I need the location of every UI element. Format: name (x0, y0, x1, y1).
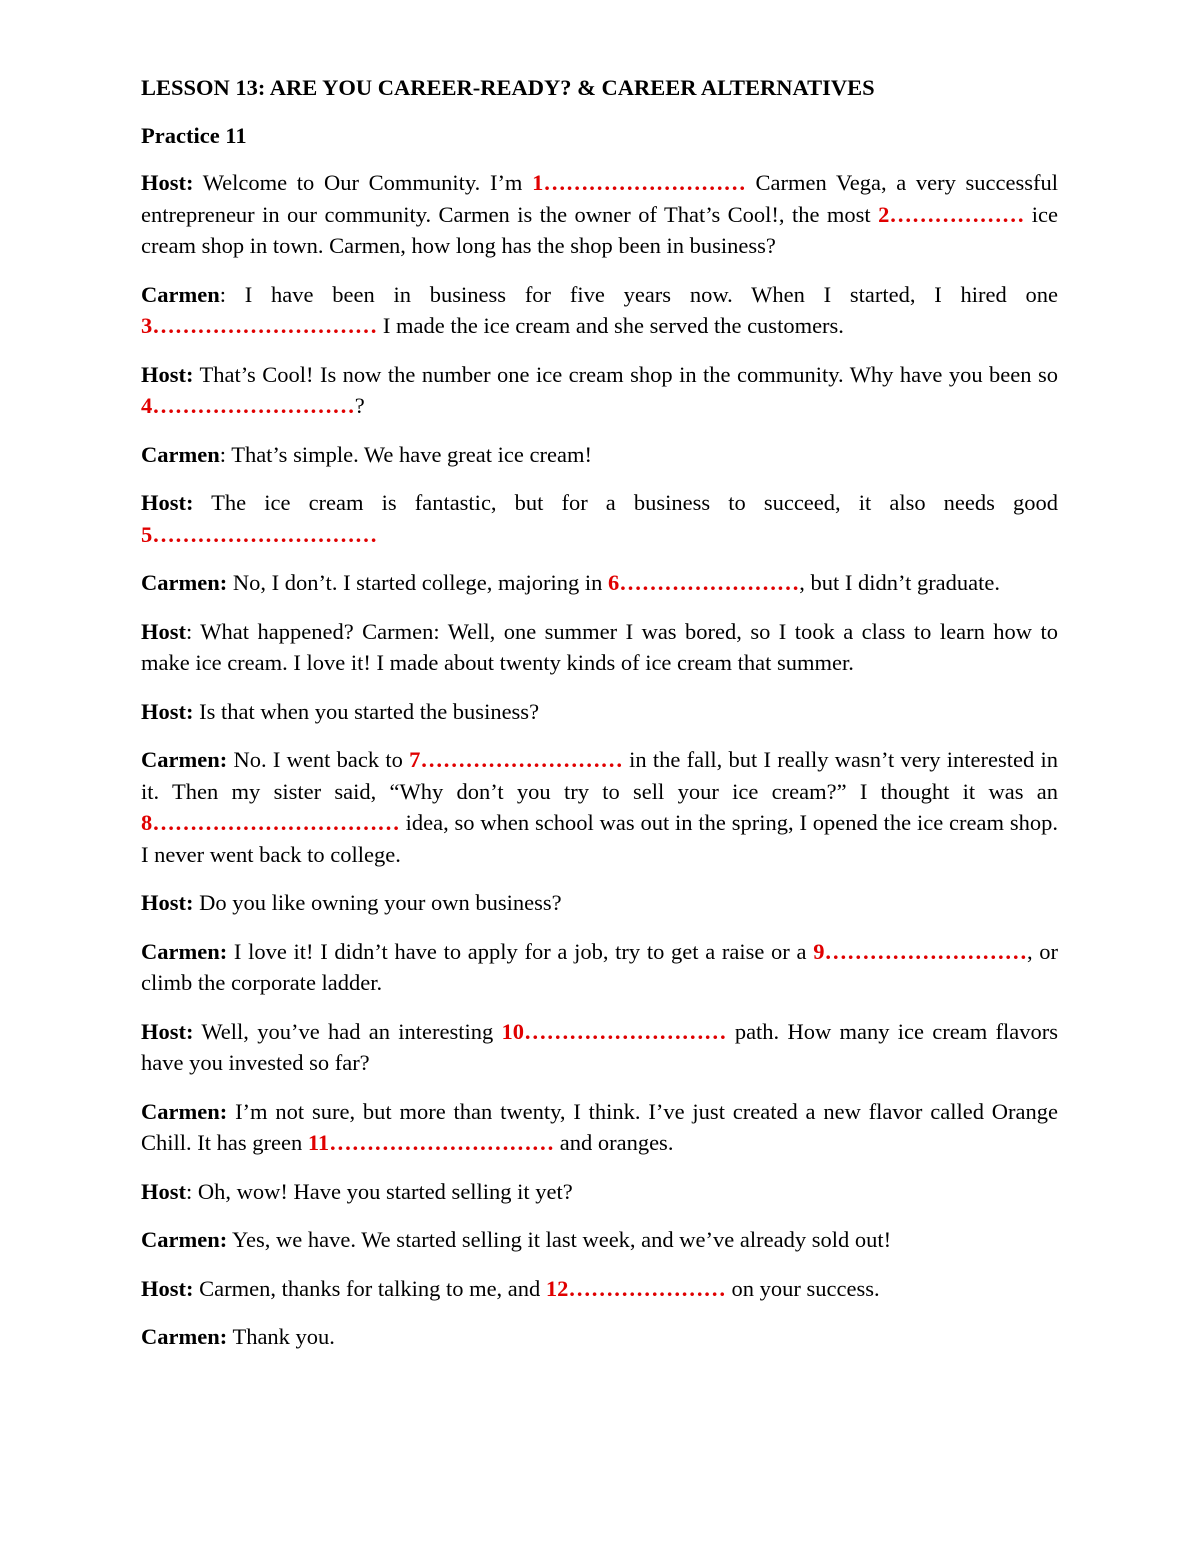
dialogue-paragraph (141, 616, 1058, 679)
speaker-label: Host: (141, 361, 194, 387)
dialogue-text: I love it! I didn’t have to apply for a job, try to get a raise or a (227, 938, 814, 964)
dialogue-text: path. How many ice cream flavors have you invested so far? (141, 1018, 1058, 1075)
speaker-label: Carmen: (141, 1098, 228, 1124)
answer-blank: 9……………………… (813, 938, 1027, 964)
answer-blank: 5………………………… (141, 521, 378, 547)
answer-blank: 8…………………………… (141, 810, 400, 835)
dialogue-paragraph (141, 279, 1058, 342)
speaker-label: Host (141, 618, 186, 644)
speaker-label: Carmen (141, 441, 220, 467)
dialogue-text: Do you like owning your own business? (193, 890, 562, 915)
speaker-label: Carmen: (141, 1324, 228, 1349)
speaker-label: Host: (141, 490, 194, 515)
answer-blank: 4……………………… (141, 393, 355, 418)
dialogue-text: ice cream shop in town. Carmen, how long has the shop been in business? (141, 201, 1058, 258)
dialogue-paragraph (141, 744, 1058, 870)
lesson-title: LESSON 13: ARE YOU CAREER-READY? & CAREER ALTERNATIVES (141, 75, 875, 100)
dialogue-text: Carmen Vega, a very successful entrepreneur in our community. Carmen is the owner of That’s Cool!, the most (141, 170, 1058, 227)
dialogue-paragraph (141, 1273, 1058, 1305)
speaker-label: Carmen: (141, 938, 228, 964)
dialogue-text: No, I don’t. I started college, majoring in (227, 570, 608, 595)
dialogue-text: : I have been in business for five years now. When I started, I hired one (219, 281, 1058, 307)
dialogue-text: in the fall, but I really wasn’t very interested in it. Then my sister said, “Why don’t you try to sell your ice cream?” I thought it was an (141, 747, 1058, 804)
speaker-label: Host: (141, 1275, 194, 1301)
dialogue-text: I’m not sure, but more than twenty, I think. I’ve just created a new flavor called Orange Chill. It has green (141, 1098, 1058, 1155)
dialogue-text: , but I didn’t graduate. (799, 570, 1001, 595)
dialogue-text: Is that when you started the business? (193, 698, 540, 724)
dialogue-paragraph (141, 359, 1058, 422)
dialogue (141, 167, 1058, 1353)
dialogue-paragraph (141, 1321, 1058, 1353)
dialogue-text: on your success. (725, 1275, 880, 1301)
dialogue-paragraph (141, 887, 1058, 919)
dialogue-text: I made the ice cream and she served the customers. (377, 313, 844, 338)
dialogue-text: No. I went back to (227, 747, 410, 772)
dialogue-text: idea, so when school was out in the spring, I opened the ice cream shop. I never went back to college. (141, 810, 1058, 867)
speaker-label: Host: (141, 698, 194, 724)
document-body (141, 72, 1058, 1353)
speaker-label: Host: (141, 1018, 194, 1044)
dialogue-text: That’s Cool! Is now the number one ice cream shop in the community. Why have you been so (193, 361, 1058, 387)
dialogue-text: Carmen, thanks for talking to me, and (193, 1275, 546, 1301)
answer-blank: 1……………………… (532, 170, 746, 195)
speaker-label: Host (141, 1178, 186, 1204)
dialogue-paragraph (141, 1016, 1058, 1079)
dialogue-text: : Oh, wow! Have you started selling it yet? (186, 1178, 573, 1204)
speaker-label: Carmen (141, 281, 220, 307)
answer-blank: 2……………… (878, 201, 1025, 227)
dialogue-text: , or climb the corporate ladder. (141, 938, 1058, 995)
answer-blank: 10……………………… (501, 1018, 727, 1044)
dialogue-paragraph (141, 167, 1058, 262)
dialogue-paragraph (141, 1224, 1058, 1256)
speaker-label: Host: (141, 890, 194, 915)
speaker-label: Carmen: (141, 1227, 228, 1252)
dialogue-text: Welcome to Our Community. I’m (193, 170, 533, 195)
practice-heading: Practice 11 (141, 123, 247, 148)
dialogue-paragraph (141, 487, 1058, 550)
answer-blank: 3………………………… (141, 313, 378, 338)
answer-blank: 6…………………… (607, 570, 800, 595)
dialogue-text: and oranges. (554, 1130, 674, 1155)
answer-blank: 12………………… (545, 1275, 726, 1301)
answer-blank: 11………………………… (307, 1130, 555, 1155)
dialogue-text: : That’s simple. We have great ice cream! (219, 441, 592, 467)
dialogue-paragraph (141, 1096, 1058, 1159)
answer-blank: 7……………………… (409, 747, 623, 772)
dialogue-text: Yes, we have. We started selling it last week, and we’ve already sold out! (227, 1227, 892, 1252)
speaker-label: Carmen: (141, 570, 228, 595)
dialogue-text: Well, you’ve had an interesting (193, 1018, 502, 1044)
dialogue-text: : What happened? Carmen: Well, one summer I was bored, so I took a class to learn how to make ice cream. I love it! I made about twenty kinds of ice cream that summer. (141, 618, 1058, 675)
dialogue-paragraph (141, 439, 1058, 471)
speaker-label: Host: (141, 170, 194, 195)
dialogue-text: Thank you. (227, 1324, 335, 1349)
dialogue-paragraph (141, 696, 1058, 728)
dialogue-paragraph (141, 1176, 1058, 1208)
dialogue-text: The ice cream is fantastic, but for a business to succeed, it also needs good (193, 490, 1058, 515)
speaker-label: Carmen: (141, 747, 228, 772)
dialogue-paragraph (141, 567, 1058, 599)
dialogue-paragraph (141, 936, 1058, 999)
dialogue-text: ? (354, 393, 365, 418)
